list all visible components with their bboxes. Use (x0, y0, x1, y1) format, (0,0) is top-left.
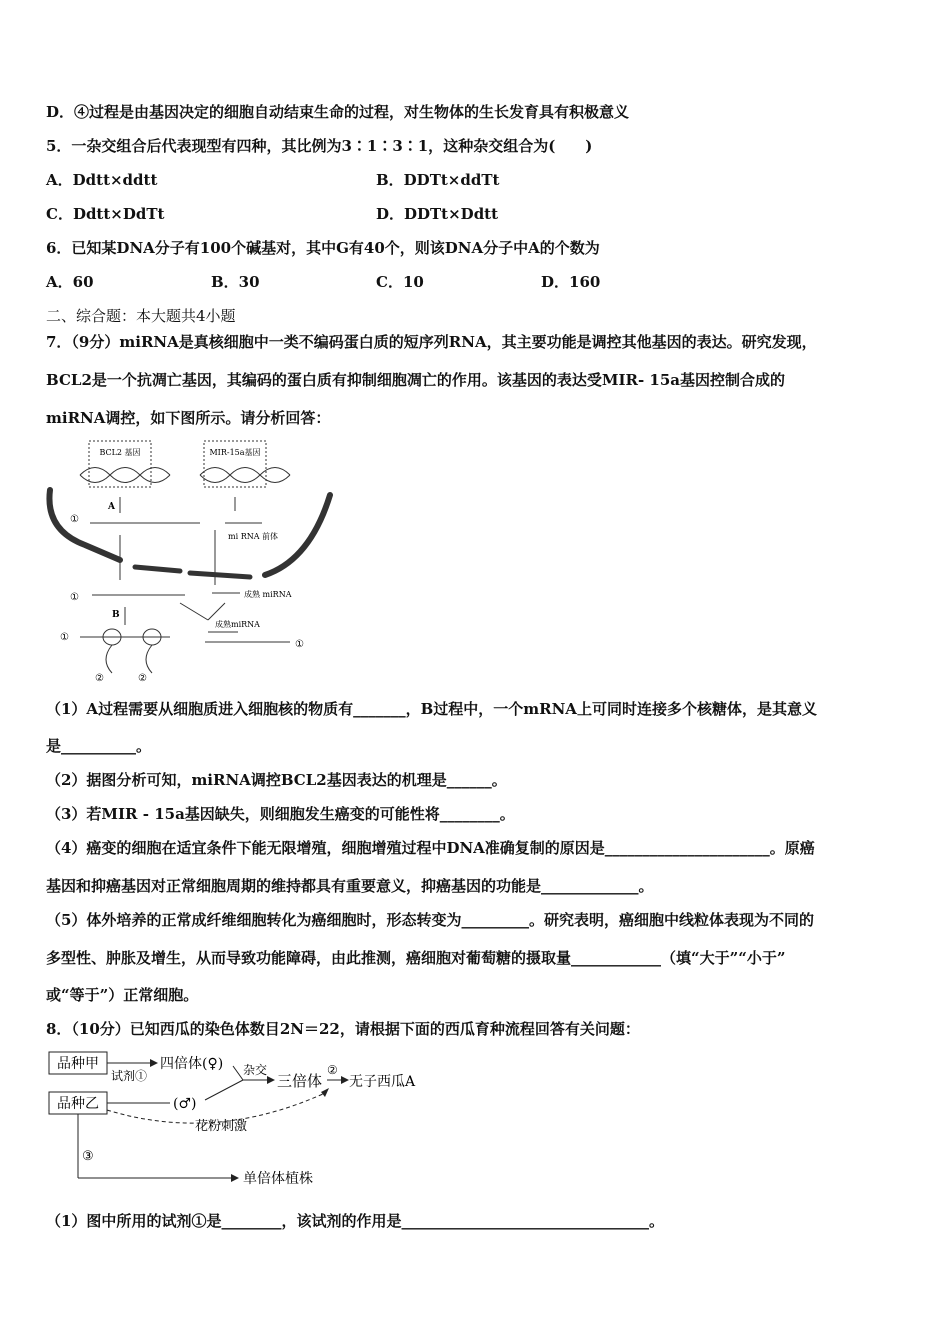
q5-option-c: C．Ddtt×DdTt (46, 205, 165, 223)
pollen-stimulation-label: 花粉刺激 (195, 1119, 248, 1134)
question-7-line-1: 7．（9分）miRNA是真核细胞中一类不编码蛋白质的短序列RNA，其主要功能是调控其他基因的表达。研究发现， (46, 333, 817, 351)
q8-sub-1: （1）图中所用的试剂①是________，该试剂的作用是_________________________________。 (46, 1212, 664, 1230)
q7-sub-5-line-2: 多型性、肿胀及增生，从而导致功能障碍，由此推测，癌细胞对葡萄糖的摄取量____________（填“大于”“小于” (46, 949, 786, 967)
label-c1-mid: ① (70, 592, 79, 603)
cross-label: 杂交 (243, 1063, 268, 1077)
q7-sub-1-line-1: （1）A过程需要从细胞质进入细胞核的物质有_______，B过程中，一个mRNA上可同时连接多个核糖体，是其意义 (46, 700, 817, 718)
q7-sub-1-line-2: 是__________。 (46, 737, 152, 755)
tetraploid-label: 四倍体(♀) (160, 1056, 224, 1072)
q5-option-b: B．DDTt×ddTt (376, 171, 500, 189)
label-c1-top: ① (70, 514, 79, 525)
reagent-label: 试剂① (111, 1069, 148, 1083)
label-c1-bottom: ① (60, 632, 69, 643)
mirna-diagram (40, 435, 340, 685)
q7-sub-5-line-1: （5）体外培养的正常成纤维细胞转化为癌细胞时，形态转变为_________。研究表明，癌细胞中线粒体表现为不同的 (46, 911, 814, 929)
question-7-line-2: BCL2是一个抗凋亡基因，其编码的蛋白质有抑制细胞凋亡的作用。该基因的表达受MIR- 15a基因控制合成的 (46, 371, 786, 389)
q6-option-a: A．60 (46, 273, 94, 291)
question-8: 8．（10分）已知西瓜的染色体数目2N＝22，请根据下面的西瓜育种流程回答有关问题： (46, 1020, 640, 1038)
bcl2-gene-label: BCL2 基因 (99, 448, 141, 457)
q6-option-d: D．160 (541, 273, 601, 291)
label-c1-right: ① (295, 639, 304, 650)
q7-sub-5-line-3: 或“等于”）正常细胞。 (46, 986, 199, 1004)
mature-mirna-label-2: 成熟miRNA (215, 620, 260, 629)
q7-sub-4-line-1: （4）癌变的细胞在适宜条件下能无限增殖，细胞增殖过程中DNA准确复制的原因是______________________。原癌 (46, 839, 815, 857)
question-7-line-3: miRNA调控，如下图所示。请分析回答： (46, 409, 331, 427)
step-3-label: ③ (82, 1149, 94, 1164)
mature-mirna-label-1: 成熟 miRNA (244, 590, 292, 599)
q7-sub-3: （3）若MIR - 15a基因缺失，则细胞发生癌变的可能性将________。 (46, 805, 515, 823)
q6-option-b: B．30 (211, 273, 260, 291)
label-c2-a: ② (95, 673, 104, 684)
male-label: (♂) (173, 1096, 197, 1112)
option-d-line: D．④过程是由基因决定的细胞自动结束生命的过程，对生物体的生长发育具有积极意义 (46, 103, 630, 121)
watermelon-breeding-diagram (45, 1048, 445, 1193)
q5-option-d: D．DDTt×Ddtt (376, 205, 499, 223)
step-2-label: ② (327, 1063, 338, 1077)
bcl2-dna-helix (80, 468, 170, 483)
variety-a-box: 品种甲 (57, 1056, 99, 1072)
variety-b-box: 品种乙 (57, 1096, 99, 1112)
triploid-label: 三倍体 (277, 1072, 323, 1090)
question-6: 6．已知某DNA分子有100个碱基对，其中G有40个，则该DNA分子中A的个数为 (46, 239, 600, 257)
mirna-precursor-label: mi RNA 前体 (228, 532, 279, 541)
mir-gene-label: MIR-15a基因 (209, 448, 261, 457)
q7-sub-2: （2）据图分析可知，miRNA调控BCL2基因表达的机理是______。 (46, 771, 507, 789)
section-heading: 二、综合题：本大题共4小题 (46, 307, 236, 325)
mir-dna-helix (200, 468, 290, 483)
haploid-plant-label: 单倍体植株 (243, 1171, 313, 1187)
process-b-label: B (112, 610, 120, 620)
question-5: 5．一杂交组合后代表现型有四种，其比例为3∶1∶3∶1，这种杂交组合为( ) (46, 137, 593, 155)
nuclear-envelope (49, 490, 120, 560)
q7-sub-4-line-2: 基因和抑癌基因对正常细胞周期的维持都具有重要意义，抑癌基因的功能是_____________。 (46, 877, 654, 895)
label-c2-b: ② (138, 673, 147, 684)
seedless-watermelon-label: 无子西瓜A (349, 1074, 416, 1090)
q6-option-c: C．10 (376, 273, 424, 291)
q5-option-a: A．Ddtt×ddtt (46, 171, 158, 189)
process-a-label: A (108, 502, 115, 512)
